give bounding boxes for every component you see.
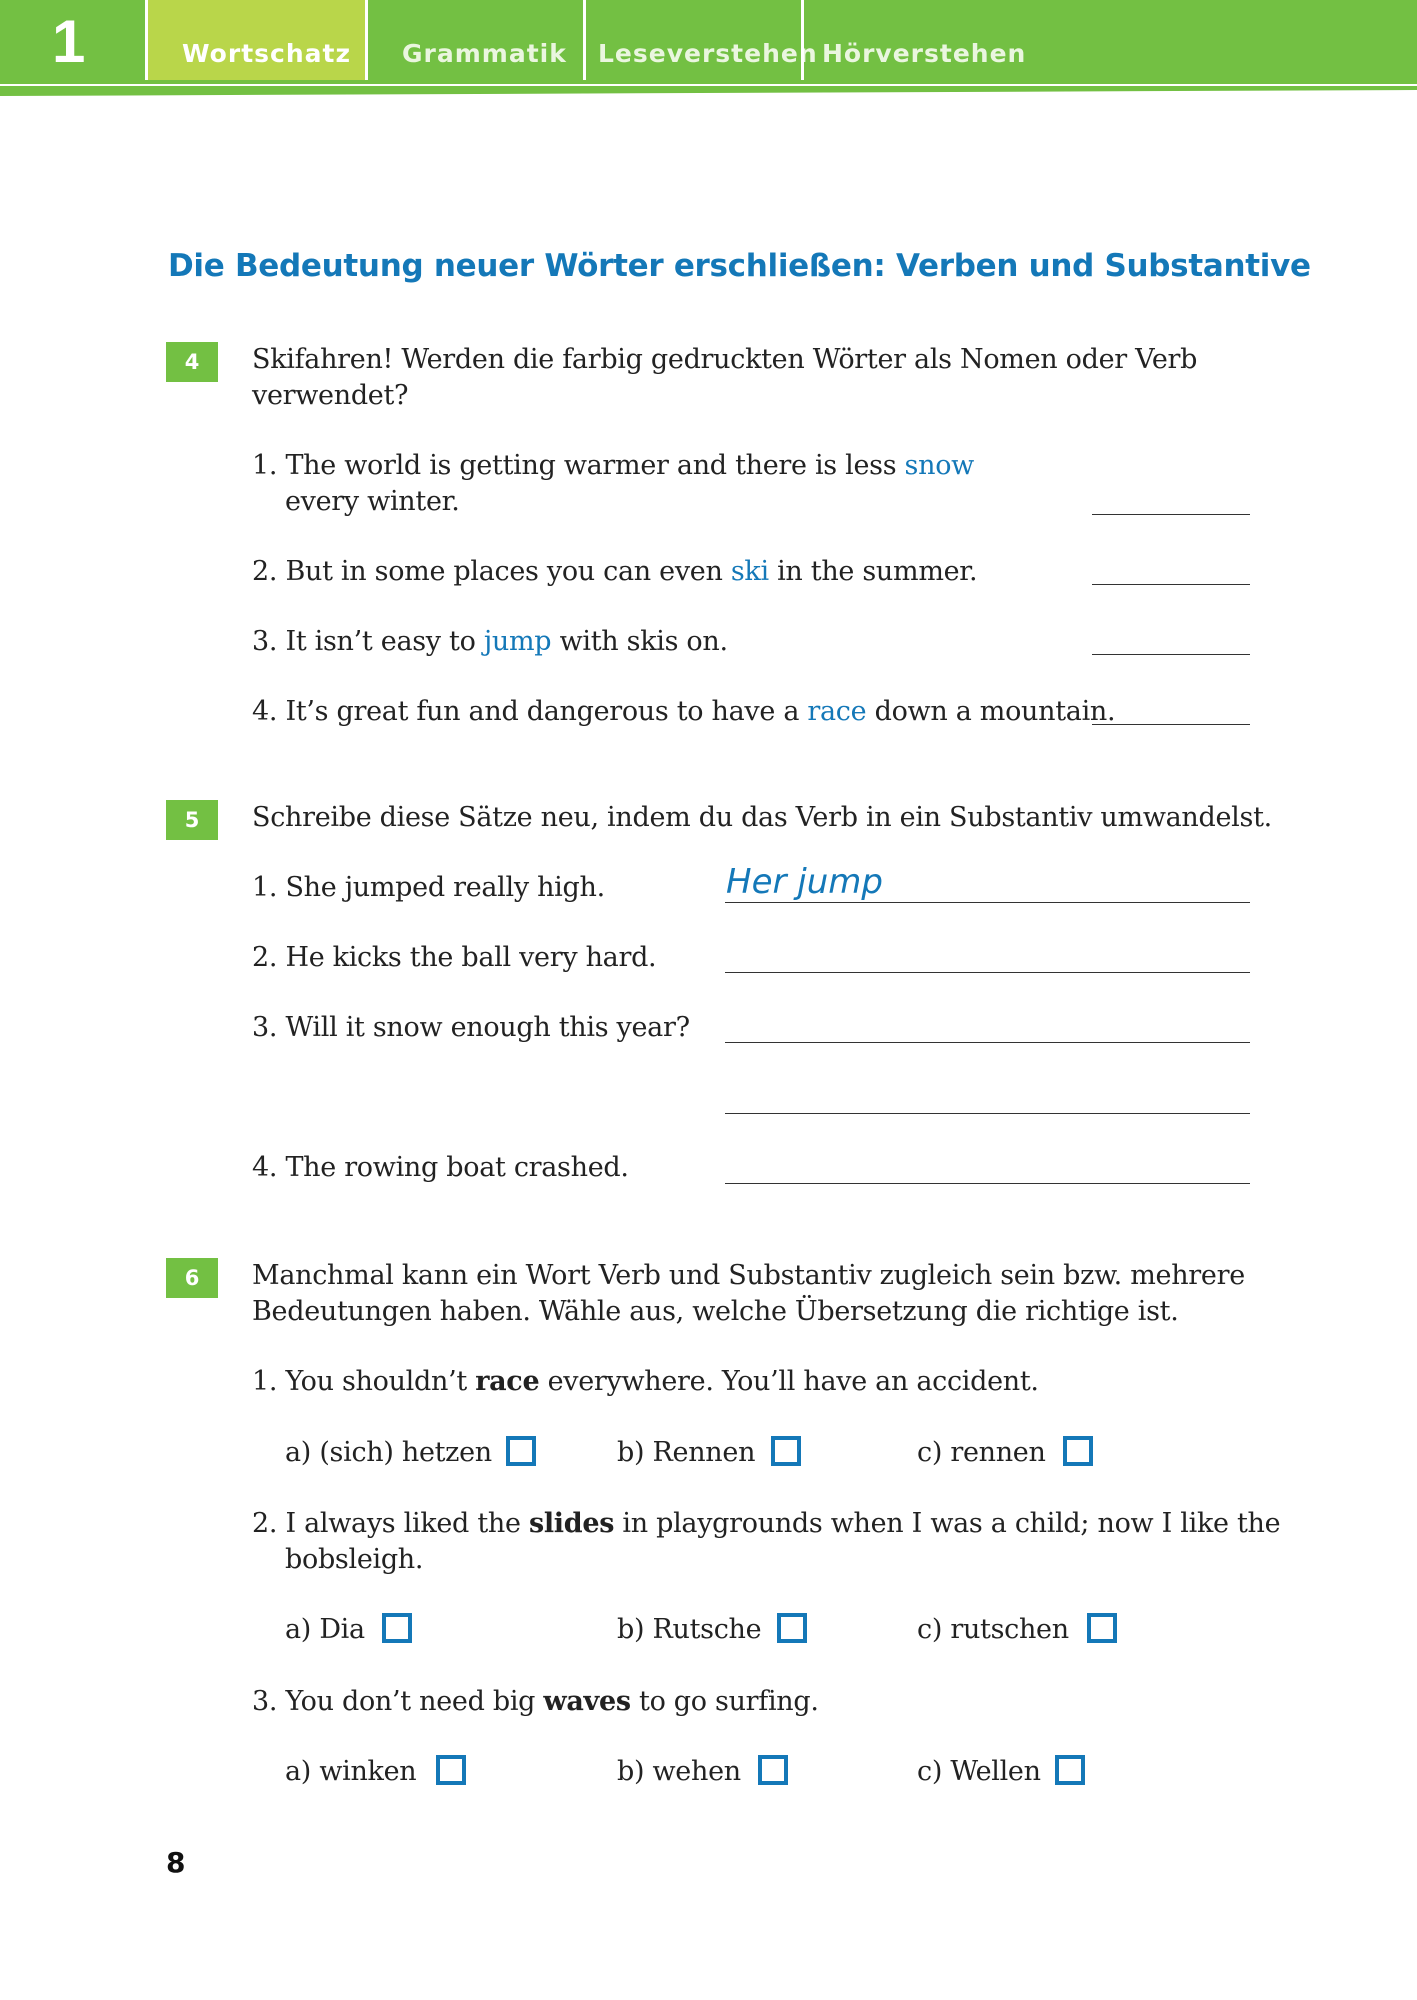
ex6-q1-checkbox-c[interactable] — [1063, 1436, 1093, 1466]
ex6-q2-checkbox-a[interactable] — [382, 1613, 412, 1643]
header-divider — [0, 86, 1417, 96]
exercise-6-instruction-line2: Bedeutungen haben. Wähle aus, welche Übersetzung die richtige ist. — [252, 1296, 1179, 1327]
ex6-q3-checkbox-c[interactable] — [1055, 1755, 1085, 1785]
ex4-answer-line-4[interactable] — [1092, 724, 1250, 725]
item-text: It isn’t easy to — [285, 626, 484, 657]
ex4-item-2 — [252, 554, 977, 590]
question-keyword: race — [475, 1366, 540, 1397]
item-number: 1. — [252, 450, 278, 481]
ex6-q1-option-c: c) rennen — [917, 1437, 1046, 1468]
ex5-item-4: 4. The rowing boat crashed. — [252, 1152, 629, 1183]
ex6-q3-option-a: a) winken — [285, 1756, 417, 1787]
item-text: It’s great fun and dangerous to have a — [285, 696, 808, 727]
ex5-item-1: 1. She jumped really high. — [252, 872, 605, 903]
ex6-q3-checkbox-a[interactable] — [436, 1755, 466, 1785]
exercise-5-instruction: Schreibe diese Sätze neu, indem du das Verb in ein Substantiv umwandelst. — [252, 802, 1272, 833]
ex5-answer-line-3[interactable] — [725, 1042, 1250, 1043]
page-number: 8 — [166, 1846, 186, 1879]
ex4-item-4 — [252, 694, 1115, 730]
item-text: But in some places you can even — [285, 556, 731, 587]
question-number: 1. — [252, 1366, 278, 1397]
exercise-6-badge: 6 — [166, 1258, 218, 1298]
ex6-q3-option-b: b) wehen — [617, 1756, 741, 1787]
tab-leseverstehen[interactable]: Leseverstehen — [583, 0, 801, 80]
ex6-q2-checkbox-b[interactable] — [777, 1613, 807, 1643]
ex6-q2-option-a: a) Dia — [285, 1614, 365, 1645]
item-text-end: down a mountain. — [866, 696, 1116, 727]
question-keyword: slides — [528, 1508, 615, 1539]
question-text-end: in playgrounds when I was a child; now I like the — [614, 1508, 1281, 1539]
ex6-question-1 — [252, 1364, 1039, 1400]
exercise-5-badge: 5 — [166, 800, 218, 840]
exercise-4-instruction-line1: Skifahren! Werden die farbig gedruckten Wörter als Nomen oder Verb — [252, 344, 1198, 375]
exercise-4-badge: 4 — [166, 342, 218, 382]
ex6-q2-option-b: b) Rutsche — [617, 1614, 762, 1645]
ex4-answer-line-2[interactable] — [1092, 584, 1250, 585]
highlight-word: ski — [730, 556, 769, 587]
chapter-number: 1 — [52, 8, 86, 75]
ex5-answer-line-4[interactable] — [725, 1183, 1250, 1184]
ex5-item-3: 3. Will it snow enough this year? — [252, 1012, 690, 1043]
item-number: 4. — [252, 696, 278, 727]
item-number: 2. — [252, 556, 278, 587]
ex6-q3-checkbox-b[interactable] — [758, 1755, 788, 1785]
ex6-q2-checkbox-c[interactable] — [1087, 1613, 1117, 1643]
ex5-answer-line-1[interactable] — [725, 902, 1250, 903]
ex4-answer-line-1[interactable] — [1092, 514, 1250, 515]
item-text-end: with skis on. — [551, 626, 728, 657]
ex6-question-2-line2: bobsleigh. — [285, 1544, 424, 1575]
ex5-handwritten-answer: Her jump — [726, 862, 883, 902]
ex6-question-2 — [252, 1506, 1280, 1542]
exercise-6-instruction-line1: Manchmal kann ein Wort Verb und Substantiv zugleich sein bzw. mehrere — [252, 1260, 1245, 1291]
ex6-q3-option-c: c) Wellen — [917, 1756, 1041, 1787]
ex5-item-2: 2. He kicks the ball very hard. — [252, 942, 657, 973]
ex4-item-3 — [252, 624, 728, 660]
question-text: You don’t need big — [285, 1686, 544, 1717]
question-text: I always liked the — [285, 1508, 529, 1539]
ex5-answer-line-2[interactable] — [725, 972, 1250, 973]
highlight-word: snow — [904, 450, 974, 481]
tab-grammatik[interactable]: Grammatik — [365, 0, 583, 80]
ex4-item-1-line2: every winter. — [285, 486, 460, 517]
item-number: 3. — [252, 626, 278, 657]
ex6-q1-checkbox-a[interactable] — [506, 1436, 536, 1466]
tab-hoerverstehen[interactable]: Hörverstehen — [801, 0, 1019, 80]
highlight-word: race — [807, 696, 867, 727]
question-number: 2. — [252, 1508, 278, 1539]
chapter-header-bar — [0, 0, 1417, 84]
ex6-q2-option-c: c) rutschen — [917, 1614, 1069, 1645]
ex6-question-3 — [252, 1684, 819, 1720]
highlight-word: jump — [483, 626, 552, 657]
ex6-q1-option-b: b) Rennen — [617, 1437, 756, 1468]
question-keyword: waves — [543, 1686, 631, 1717]
ex4-item-1 — [252, 448, 974, 484]
question-number: 3. — [252, 1686, 278, 1717]
ex4-answer-line-3[interactable] — [1092, 654, 1250, 655]
question-text-end: to go surfing. — [630, 1686, 819, 1717]
tab-wortschatz[interactable]: Wortschatz — [145, 0, 365, 80]
question-text: You shouldn’t — [285, 1366, 476, 1397]
ex6-q1-option-a: a) (sich) hetzen — [285, 1437, 492, 1468]
exercise-4-instruction-line2: verwendet? — [252, 380, 409, 411]
ex6-q1-checkbox-b[interactable] — [771, 1436, 801, 1466]
item-text-end: in the summer. — [768, 556, 978, 587]
item-text: The world is getting warmer and there is less — [285, 450, 905, 481]
ex5-answer-line-3b[interactable] — [725, 1113, 1250, 1114]
section-title: Die Bedeutung neuer Wörter erschließen: Verben und Substantive — [168, 248, 1311, 284]
question-text-end: everywhere. You’ll have an accident. — [539, 1366, 1039, 1397]
